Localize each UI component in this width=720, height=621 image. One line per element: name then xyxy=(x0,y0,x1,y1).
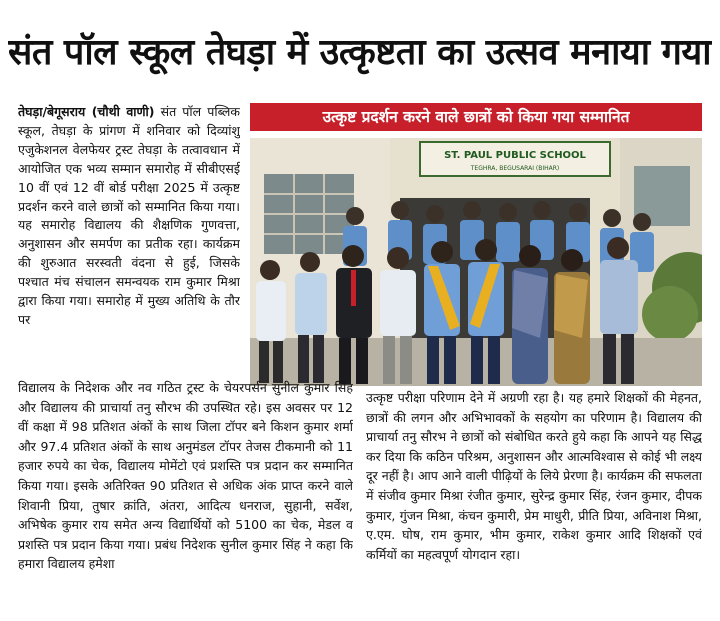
dateline: तेघड़ा/बेगूसराय (चौथी वाणी) xyxy=(18,104,155,119)
article-body-part-1: संत पॉल पब्लिक स्कूल, तेघड़ा के प्रांगण में शनिवार को दिव्यांशु एजुकेशनल वेलफेयर ट्रस्ट तेघड़ा के तत्वावधान में आयोजित एक भव्य सम्मान समारोह में सीबीएसई 10 वीं एवं 12 वीं बोर्ड परीक्षा 2025 में उत्कृष्ट प्रदर्शन करने वाले छात्रों को सम्मानित किया गया। यह समारोह विद्यालय की शैक्षणिक गुणवत्ता, अनुशासन और समर्पण का प्रतीक रहा। कार्यक्रम की शुरुआत सरस्वती वंदना से हुई, जिसके पश्चात मंच संचालन समन्वयक राम कुमार मिश्रा द्वारा किया गया। समारोह में मुख्य अतिथि के तौर पर xyxy=(18,104,240,327)
students-front-row xyxy=(256,237,638,384)
article-column-3: उत्कृष्ट परीक्षा परिणाम देने में अग्रणी रहा है। यह हमारे शिक्षकों की मेहनत, छात्रों की लगन और अभिभावकों के सहयोग का परिणाम है। विद्यालय की प्राचार्या तनु सौरभ ने छात्रों को संबोधित करते हुये कहा कि आपने यह सिद्ध कर दिया कि कठिन परिश्रम, अनुशासन और आत्मविश्वास से कोई भी लक्ष्य दूर नहीं है। आप आने वाली पीढ़ियों के लिये प्रेरणा है। कार्यक्रम की सफलता में संजीव कुमार मिश्रा रंजीत कुमार, सुरेन्द्र कुमार सिंह, रंजन कुमार, दीपक कुमार, गुंजन मिश्रा, कंचन कुमारी, प्रेम माधुरी, प्रीति प्रिया, अविनाश मिश्रा, ए.एम. घोष, राम कुमार, भीम कुमार, राकेश कुमार आदि शिक्षकों एवं कर्मियों का महत्वपूर्ण योगदान रहा। xyxy=(366,390,702,562)
article-column-2: विद्यालय के निदेशक और नव गठित ट्रस्ट के चेयरपर्सन सुनील कुमार सिंह और विद्यालय की प्राचार्या तनु सौरभ की उपस्थित रहे। इस अवसर पर 12 वीं कक्षा में 98 प्रतिशत अंकों के साथ जिला टॉपर बने किशन कुमार शर्मा और 97.4 प्रतिशत अंकों के साथ अनुमंडल टॉपर तेजस टीकमानी को 11 हजार रुपये का चेक, विद्यालय मोमेंटो एवं प्रशस्ति पत्र प्रदान कर सम्मानित किया गया। इसके अतिरिक्त 90 प्रतिशत से अधिक अंक प्राप्त करने वाले शिवानी प्रिया, तुषार क्रांति, अंतरा, आदित्य धनराज, सुहानी, सर्वेश, अभिषेक कुमार राय समेत अन्य विद्यार्थियों को 5100 का चेक, मेडल व प्रशस्ति पत्र प्रदान किया गया। प्रबंध निदेशक सुनील कुमार सिंह ने कहा कि हमारा विद्यालय हमेशा xyxy=(18,380,353,572)
headline: संत पॉल स्कूल तेघड़ा में उत्कृष्टता का उत्सव मनाया गया xyxy=(8,32,712,73)
school-sign-text: ST. PAUL PUBLIC SCHOOL xyxy=(444,150,586,161)
school-sign-subtext: TEGHRA, BEGUSARAI (BIHAR) xyxy=(470,165,560,172)
article-column-1 xyxy=(18,103,240,375)
subheadline-banner: उत्कृष्ट प्रदर्शन करने वाले छात्रों को किया गया सम्मानित xyxy=(250,103,702,131)
news-photo xyxy=(250,138,702,386)
